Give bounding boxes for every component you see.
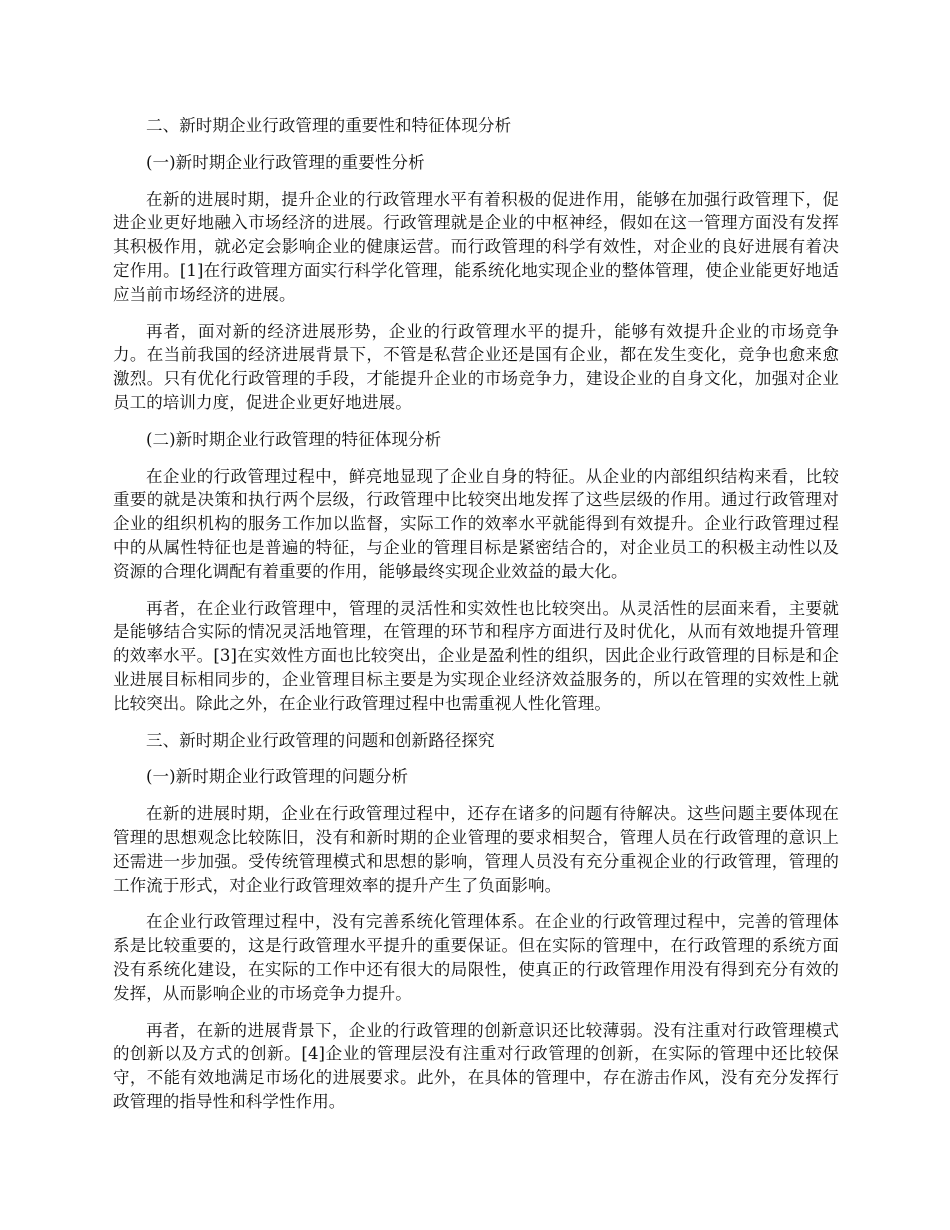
paragraph: 在新的进展时期，企业在行政管理过程中，还存在诸多的问题有待解决。这些问题主要体现在管理的思想观念比较陈旧，没有和新时期的企业管理的要求相契合，管理人员在行政管理的意识上还需进一步加强。受传统管理模式和思想的影响，管理人员没有充分重视企业的行政管理，管理的工作流于形式，对企业行政管理效率的提升产生了负面影响。 [113, 804, 839, 895]
subsection-heading-importance: (一)新时期企业行政管理的重要性分析 [146, 152, 425, 172]
document-page [113, 114, 839, 1127]
paragraph: 再者，在新的进展背景下，企业的行政管理的创新意识还比较薄弱。没有注重对行政管理模式的创新以及方式的创新。[4]企业的管理层没有注重对行政管理的创新，在实际的管理中还比较保守，不能有效地满足市场化的进展要求。此外，在具体的管理中，存在游击作风，没有充分发挥行政管理的指导性和科学性作用。 [113, 1020, 839, 1111]
section-heading-2: 二、新时期企业行政管理的重要性和特征体现分析 [146, 116, 512, 135]
paragraph: 再者，在企业行政管理中，管理的灵活性和实效性也比较突出。从灵活性的层面来看，主要就是能够结合实际的情况灵活地管理，在管理的环节和程序方面进行及时优化，从而有效地提升管理的效率水平。[3]在实效性方面也比较突出，企业是盈利性的组织，因此企业行政管理的目标是和企业进展目标相同步的，企业管理目标主要是为实现企业经济效益服务的，所以在管理的实效性上就比较突出。除此之外，在企业行政管理过程中也需重视人性化管理。 [113, 598, 839, 713]
subsection-heading-features: (二)新时期企业行政管理的特征体现分析 [146, 429, 442, 449]
paragraph: 在新的进展时期，提升企业的行政管理水平有着积极的促进作用，能够在加强行政管理下，促进企业更好地融入市场经济的进展。行政管理就是企业的中枢神经，假如在这一管理方面没有发挥其积极作用，就必定会影响企业的健康运营。而行政管理的科学有效性，对企业的良好进展有着决定作用。[1]在行政管理方面实行科学化管理，能系统化地实现企业的整体管理，使企业能更好地适应当前市场经济的进展。 [113, 189, 839, 304]
subsection-heading-problems: (一)新时期企业行政管理的问题分析 [146, 767, 409, 787]
paragraph: 在企业行政管理过程中，没有完善系统化管理体系。在企业的行政管理过程中，完善的管理体系是比较重要的，这是行政管理水平提升的重要保证。但在实际的管理中，在行政管理的系统方面没有系统化建设，在实际的工作中还有很大的局限性，使真正的行政管理作用没有得到充分有效的发挥，从而影响企业的市场竞争力提升。 [113, 912, 839, 1003]
paragraph: 再者，面对新的经济进展形势，企业的行政管理水平的提升，能够有效提升企业的市场竞争力。在当前我国的经济进展背景下，不管是私营企业还是国有企业，都在发生变化，竞争也愈来愈激烈。只有优化行政管理的手段，才能提升企业的市场竞争力，建设企业的自身文化，加强对企业员工的培训力度，促进企业更好地进展。 [113, 321, 839, 412]
paragraph: 在企业的行政管理过程中，鲜亮地显现了企业自身的特征。从企业的内部组织结构来看，比较重要的就是决策和执行两个层级，行政管理中比较突出地发挥了这些层级的作用。通过行政管理对企业的组织机构的服务工作加以监督，实际工作的效率水平就能得到有效提升。企业行政管理过程中的从属性特征也是普遍的特征，与企业的管理目标是紧密结合的，对企业员工的积极主动性以及资源的合理化调配有着重要的作用，能够最终实现企业效益的最大化。 [113, 466, 839, 581]
section-heading-3: 三、新时期企业行政管理的问题和创新路径探究 [146, 730, 495, 750]
